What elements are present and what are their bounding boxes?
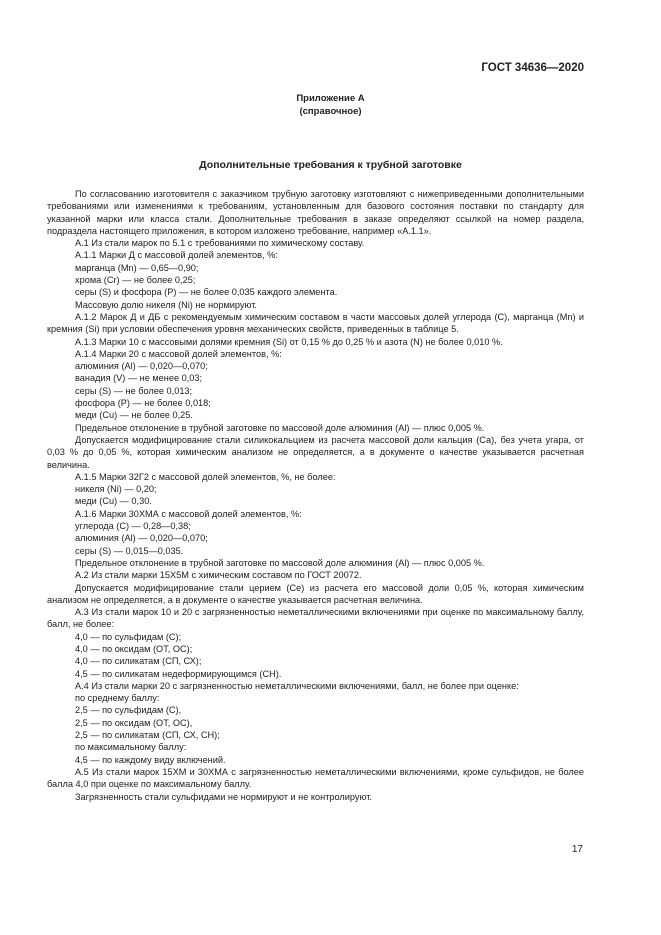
paragraph: Предельное отклонение в трубной заготовке по массовой доле алюминия (Al) — плюс 0,005 %. bbox=[75, 557, 485, 568]
paragraph: серы (S) — 0,015—0,035. bbox=[75, 545, 184, 556]
paragraph: Допускается модифицирование стали силикокальцием из расчета массовой доли кальция (Са), без учета угара, от 0,03 % до 0,05 %, которая химическим анализом не определяется, а в документе о качестве указывается расчетная величина. bbox=[47, 434, 584, 470]
paragraph: А.3 Из стали марок 10 и 20 с загрязненностью неметаллическими включениями при оценке по максимальному баллу, балл, не более: bbox=[47, 607, 584, 630]
page-number: 17 bbox=[571, 844, 583, 855]
paragraph: А.1.3 Марки 10 с массовыми долями кремния (Si) от 0,15 % до 0,25 % и азота (N) не более 0,010 %. bbox=[75, 336, 503, 347]
paragraph: по среднему баллу: bbox=[75, 693, 160, 704]
paragraph: 4,5 — по силикатам недеформирующимся (СН). bbox=[75, 668, 282, 679]
paragraph: А.2 Из стали марки 15Х5М с химическим составом по ГОСТ 20072. bbox=[75, 570, 362, 581]
paragraph: алюминия (Al) — 0,020—0,070; bbox=[75, 361, 208, 372]
paragraph: алюминия (Al) — 0,020—0,070; bbox=[75, 533, 208, 544]
paragraph: меди (Cu) — 0,30. bbox=[75, 496, 152, 507]
appendix-label: Приложение А bbox=[296, 93, 365, 104]
paragraph: фосфора (Р) — не более 0,018; bbox=[75, 398, 211, 409]
appendix-type: (справочное) bbox=[299, 106, 362, 117]
paragraph: серы (S) и фосфора (Р) — не более 0,035 каждого элемента. bbox=[75, 287, 338, 298]
paragraph: 4,0 — по сульфидам (С); bbox=[75, 631, 182, 642]
paragraph: А.1.1 Марки Д с массовой долей элементов, %: bbox=[75, 250, 278, 261]
paragraph: 2,5 — по оксидам (ОТ, ОС), bbox=[75, 717, 193, 728]
paragraph: хрома (Cr) — не более 0,25; bbox=[75, 275, 196, 286]
section-title: Дополнительные требования к трубной заготовке bbox=[199, 159, 462, 171]
paragraph: Загрязненность стали сульфидами не нормируют и не контролируют. bbox=[75, 791, 372, 802]
paragraph: А.1.2 Марок Д и ДБ с рекомендуемым химическим составом в части массовых долей углерода (С), марганца (Mn) и кремния (Si) при условии обеспечения уровня механических свойств, приведенных в таблице 5. bbox=[47, 311, 584, 335]
paragraph: ванадия (V) — не менее 0,03; bbox=[75, 373, 203, 384]
paragraph: никеля (Ni) — 0,20; bbox=[75, 484, 157, 495]
paragraph: марганца (Mn) — 0,65—0,90; bbox=[75, 262, 199, 273]
paragraph: Предельное отклонение в трубной заготовке по массовой доле алюминия (Al) — плюс 0,005 %. bbox=[75, 422, 485, 433]
paragraph: серы (S) — не более 0,013; bbox=[75, 385, 193, 396]
appendix-heading bbox=[0, 92, 661, 118]
paragraph: А.1 Из стали марок по 5.1 с требованиями по химическому составу. bbox=[75, 238, 365, 249]
paragraph: По согласованию изготовителя с заказчиком трубную заготовку изготовляют с нижеприведенными дополнительными требованиями или изменениями к требованиям, установленным для базового состояния поставки по стандарту для указанной марки или класса стали. Дополнительные требования в заказе определяют ссылкой на номер раздела, подраздела настоящего приложения, в котором изложено требование, например «А.1.1». bbox=[47, 189, 584, 236]
paragraph: 4,0 — по силикатам (СП, СХ); bbox=[75, 656, 202, 667]
standard-number: ГОСТ 34636—2020 bbox=[481, 62, 584, 74]
paragraph: Массовую долю никеля (Ni) не нормируют. bbox=[75, 299, 257, 310]
paragraph: А.1.5 Марки 32Г2 с массовой долей элементов, %, не более: bbox=[75, 471, 336, 482]
paragraph: Допускается модифицирование стали церием (Се) из расчета его массовой доли 0,05 %, которая химическим анализом не определяется, а в документе о качестве указывается расчетная величина. bbox=[47, 582, 584, 605]
paragraph: А.5 Из стали марок 15ХМ и 30ХМА с загрязненностью неметаллическими включениями, кроме сульфидов, не более балла 4,0 при оценке по максимальному баллу. bbox=[47, 766, 584, 790]
paragraph: углерода (С) — 0,28—0,38; bbox=[75, 521, 191, 532]
paragraph: 4,0 — по оксидам (ОТ, ОС); bbox=[75, 643, 193, 654]
paragraph: меди (Cu) — не более 0,25. bbox=[75, 410, 193, 421]
document-body bbox=[47, 188, 584, 803]
paragraph: 2,5 — по сульфидам (С), bbox=[75, 705, 182, 716]
paragraph: по максимальному баллу: bbox=[75, 742, 187, 753]
paragraph: 2,5 — по силикатам (СП, СХ, СН); bbox=[75, 730, 220, 741]
paragraph: 4,5 — по каждому виду включений. bbox=[75, 754, 226, 765]
paragraph: А.1.6 Марки 30ХМА с массовой долей элементов, %: bbox=[75, 508, 302, 519]
paragraph: А.1.4 Марки 20 с массовой долей элементов, %: bbox=[75, 348, 282, 359]
paragraph: А.4 Из стали марки 20 с загрязненностью неметаллическими включениями, балл, не более при оценке: bbox=[75, 680, 519, 691]
